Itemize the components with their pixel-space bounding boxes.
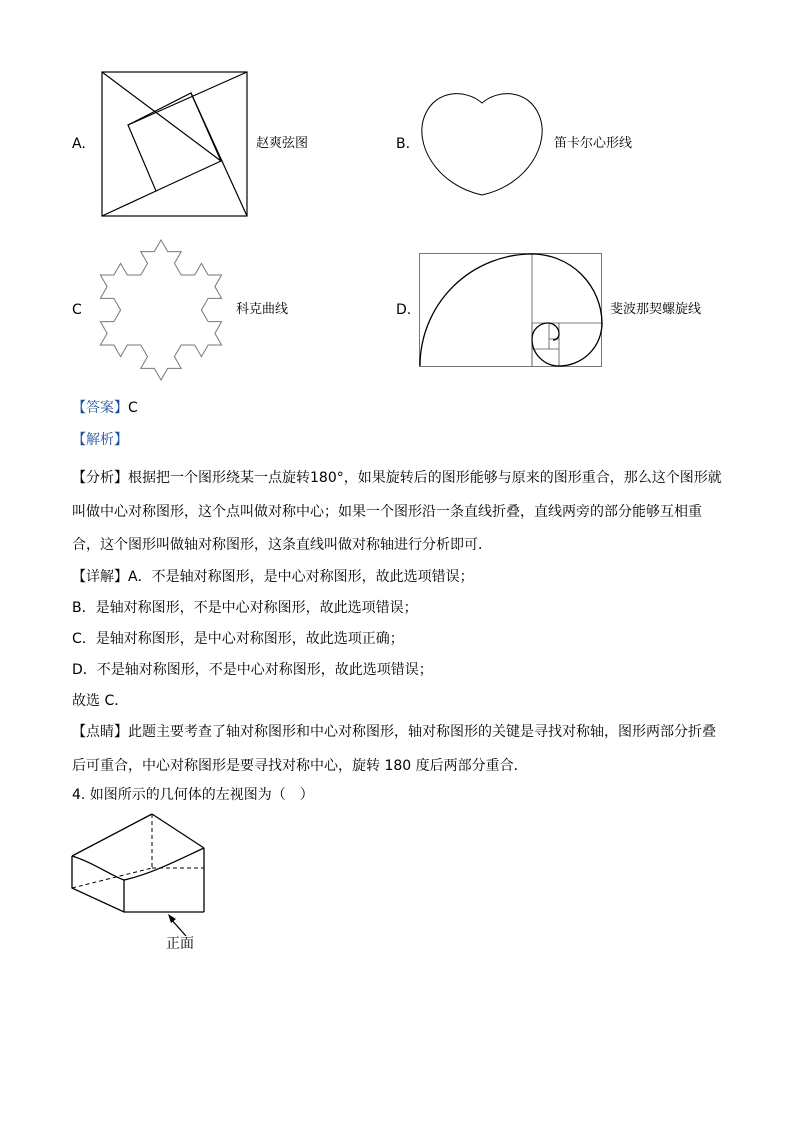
option-d-name: 斐波那契螺旋线 xyxy=(610,302,702,317)
option-a-name: 赵爽弦图 xyxy=(256,136,309,151)
xiangjie-line-d: D．不是轴对称图形，不是中心对称图形，故此选项错误； xyxy=(72,662,433,678)
front-label: 正面 xyxy=(166,936,194,952)
xiangjie-line-c: C．是轴对称图形，是中心对称图形，故此选项正确； xyxy=(72,631,404,647)
option-c-letter: C xyxy=(72,302,82,318)
fenxi-line-3: 合，这个图形叫做轴对称图形，这条直线叫做对称轴进行分析即可． xyxy=(72,537,492,553)
dianjing-tag: 【点睛】 xyxy=(72,724,128,740)
xiangjie-line-b: B．是轴对称图形，不是中心对称图形，故此选项错误； xyxy=(72,600,418,616)
dianjing-line-1 xyxy=(72,722,716,742)
xiangjie-line-a xyxy=(72,567,474,587)
xiangjie-tag: 【详解】 xyxy=(72,569,128,585)
fenxi-line-2: 叫做中心对称图形，这个点叫做对称中心；如果一个图形沿一条直线折叠，直线两旁的部分能够互相重 xyxy=(72,504,702,520)
answer-tag: 【答案】 xyxy=(72,400,128,416)
fibonacci-spiral xyxy=(419,253,602,367)
answer-value: C xyxy=(128,400,138,416)
analysis-tag: 【解析】 xyxy=(72,432,128,448)
koch-curve xyxy=(96,236,226,384)
cardioid-curve xyxy=(418,85,548,200)
option-d-letter: D. xyxy=(396,302,412,318)
dianjing-line-2: 后可重合，中心对称图形是要寻找对称中心，旋转 180 度后两部分重合． xyxy=(72,758,528,774)
option-b-letter: B. xyxy=(396,136,411,152)
fenxi-line-1 xyxy=(72,468,722,488)
question-4-text: 4. 如图所示的几何体的左视图为（ ） xyxy=(72,787,314,803)
xiangjie-choice: 故选 C． xyxy=(72,693,129,709)
koch-snowflake-outline xyxy=(100,240,221,380)
option-c-name: 科克曲线 xyxy=(236,302,289,317)
option-a-letter: A. xyxy=(72,136,86,152)
option-b-name: 笛卡尔心形线 xyxy=(554,136,633,151)
fenxi-text-1: 根据把一个图形绕某一点旋转180°，如果旋转后的图形能够与原来的图形重合，那么这个图形就 xyxy=(128,470,722,486)
xiangjie-text-a: A．不是轴对称图形，是中心对称图形，故此选项错误； xyxy=(128,569,474,585)
zhao-shuang-diagram xyxy=(100,70,250,220)
answer-line xyxy=(72,398,138,418)
dianjing-text-1: 此题主要考查了轴对称图形和中心对称图形，轴对称图形的关键是寻找对称轴，图形两部分折叠 xyxy=(128,724,716,740)
fenxi-tag: 【分析】 xyxy=(72,470,128,486)
